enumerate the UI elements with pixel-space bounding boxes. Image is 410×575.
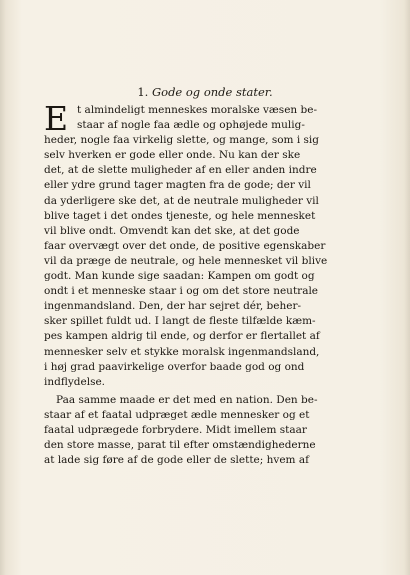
text-line: det, at de slette muligheder af en eller anden indre — [44, 164, 317, 177]
text-line: vil blive ondt. Omvendt kan det ske, at det gode — [44, 224, 300, 237]
section-number: 1. — [137, 85, 149, 99]
paragraph-1 — [44, 99, 374, 390]
text-line: heder, nogle faa virkelig slette, og mange, som i sig — [44, 134, 319, 147]
text-line: selv hverken er gode eller onde. Nu kan der ske — [44, 149, 301, 162]
text-line: pes kampen aldrig til ende, og derfor er flertallet af — [44, 330, 320, 343]
text-body — [44, 99, 374, 468]
text-line: Paa samme maade er det med en nation. Den be- — [56, 393, 318, 406]
drop-cap: E — [44, 99, 69, 138]
text-line: staar af nogle faa ædle og ophøjede mulig- — [77, 119, 305, 132]
text-line: mennesker selv et stykke moralsk ingenmandsland, — [44, 345, 320, 358]
text-line: vil da præge de neutrale, og hele mennesket vil blive — [44, 254, 328, 267]
text-line: ondt i et menneske staar i og om det store neutrale — [44, 285, 319, 298]
text-line: blive taget i det ondes tjeneste, og hele mennesket — [44, 209, 316, 222]
section-heading — [0, 85, 410, 99]
text-line: faar overvægt over det onde, de positive egenskaber — [44, 239, 326, 252]
text-line: t almindeligt menneskes moralske væsen be- — [77, 104, 317, 116]
text-line: sker spillet fuldt ud. I langt de fleste tilfælde kæm- — [44, 315, 316, 328]
text-line: ingenmandsland. Den, der har sejret dér, beher- — [44, 300, 302, 313]
text-line: at lade sig føre af de gode eller de slette; hvem af — [44, 454, 309, 467]
text-line: i høj grad paavirkelige overfor baade god og ond — [44, 360, 305, 373]
paragraph-2 — [44, 393, 374, 468]
text-line: den store masse, parat til efter omstændighederne — [44, 439, 316, 452]
text-line: indflydelse. — [44, 375, 106, 388]
text-line: godt. Man kunde sige saadan: Kampen om godt og — [44, 270, 315, 283]
text-line: da yderligere ske det, at de neutrale muligheder vil — [44, 194, 319, 207]
text-line: eller ydre grund tager magten fra de gode; der vil — [44, 179, 311, 192]
text-line: staar af et faatal udpræget ædle mennesker og et — [44, 408, 310, 421]
section-title: Gode og onde stater. — [151, 85, 273, 99]
text-line: faatal udprægede forbrydere. Midt imellem staar — [44, 423, 307, 436]
